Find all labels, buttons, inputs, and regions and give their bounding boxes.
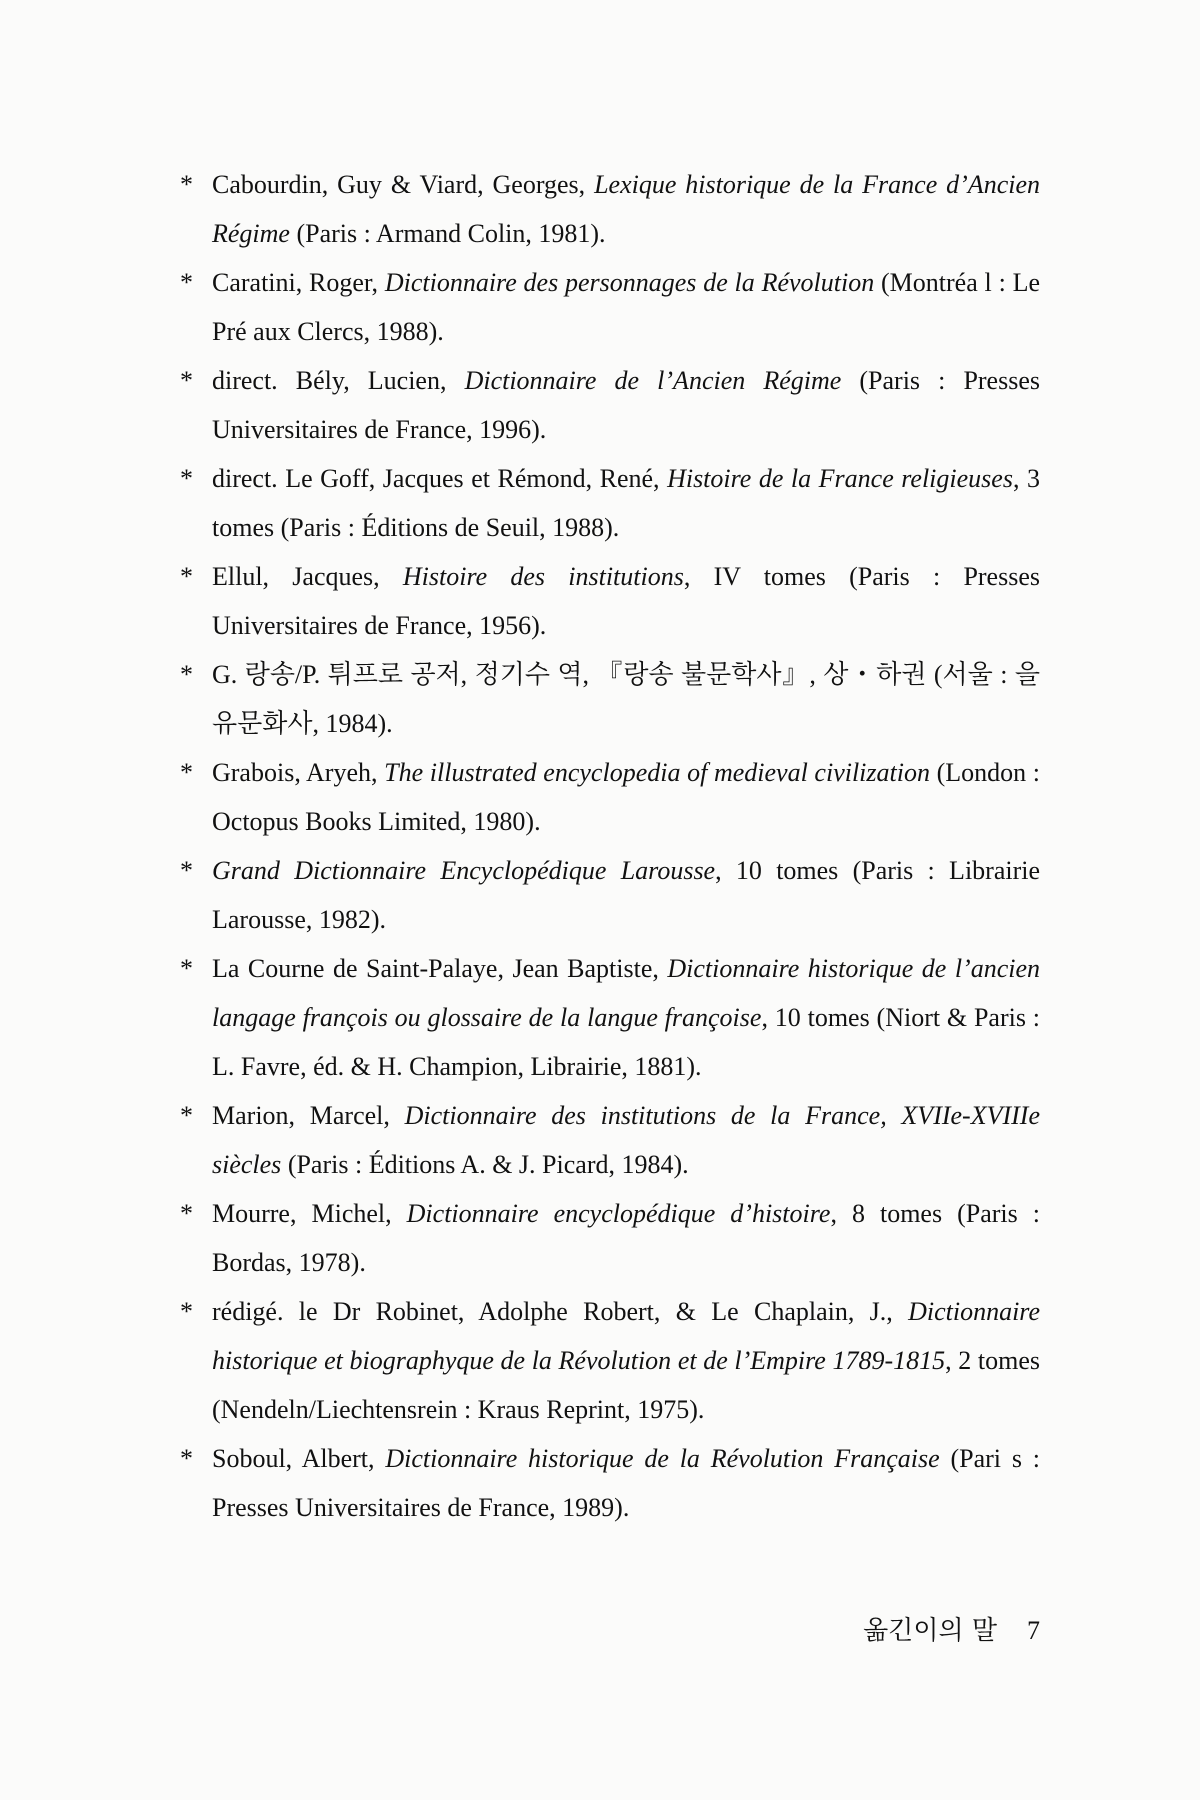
entry-publication: (Montréa l : Le Pré aux Clercs, 1988).: [212, 268, 1041, 346]
entry-publication: (Pari s : Presses Universitaires de France, 1989).: [212, 1444, 1041, 1522]
entry-publication: (Paris : Armand Colin, 1981).: [289, 219, 606, 248]
entry-bullet: *: [180, 954, 193, 983]
entry-authors: Soboul, Albert,: [212, 1444, 386, 1473]
entry-publication: , 3 tomes (Paris : Éditions de Seuil, 1988).: [212, 464, 1040, 542]
entry-title: Dictionnaire encyclopédique d’histoire: [406, 1199, 831, 1228]
entry-authors: G. 랑송/P. 튀프로 공저, 정기수 역, 『랑송 불문학사』, 상・하권 (서울 : 을유문화사, 1984).: [212, 660, 1040, 738]
entry-authors: direct. Bély, Lucien,: [212, 366, 465, 395]
entry-publication: , 10 tomes (Niort & Paris : L. Favre, éd. & H. Champion, Librairie, 1881).: [212, 1003, 1041, 1081]
entry-bullet: *: [180, 366, 193, 395]
entry-bullet: *: [180, 268, 193, 297]
entry-title: Lexique historique de la France d’Ancien Régime: [212, 170, 1040, 248]
entry-authors: Grabois, Aryeh,: [212, 758, 385, 787]
bibliography-entry: [180, 454, 1040, 552]
entry-authors: Mourre, Michel,: [212, 1199, 407, 1228]
entry-authors: Marion, Marcel,: [212, 1101, 405, 1130]
page-number: 7: [1027, 1616, 1040, 1645]
entry-bullet: *: [180, 1444, 193, 1473]
bibliography-entry: [180, 846, 1040, 944]
entry-title: Dictionnaire des institutions de la France, XVIIe-XVIIIe siècles: [212, 1101, 1040, 1179]
entry-bullet: *: [180, 1199, 193, 1228]
entry-title: Dictionnaire de l’Ancien Régime: [464, 366, 842, 395]
bibliography-entry: [180, 1091, 1040, 1189]
entry-bullet: *: [180, 856, 193, 885]
bibliography-entry: [180, 944, 1040, 1091]
entry-authors: Ellul, Jacques,: [212, 562, 403, 591]
entry-title: Histoire de la France religieuses: [667, 464, 1013, 493]
entry-title: Histoire des institutions: [402, 562, 684, 591]
entry-title: Dictionnaire des personnages de la Révolution: [384, 268, 875, 297]
page-footer: [863, 1610, 1040, 1647]
bibliography-list: [180, 160, 1040, 1532]
entry-authors: direct. Le Goff, Jacques et Rémond, René,: [212, 464, 668, 493]
entry-publication: , IV tomes (Paris : Presses Universitaires de France, 1956).: [212, 562, 1040, 640]
bibliography-entry: [180, 160, 1040, 258]
bibliography-entry: [180, 552, 1040, 650]
entry-bullet: *: [180, 170, 193, 199]
bibliography-entry: [180, 650, 1040, 748]
entry-publication: , 10 tomes (Paris : Librairie Larousse, 1982).: [212, 856, 1041, 934]
entry-publication: (Paris : Presses Universitaires de France, 1996).: [212, 366, 1040, 444]
entry-bullet: *: [180, 464, 193, 493]
running-footer-title: 옮긴이의 말: [863, 1616, 997, 1646]
entry-title: Grand Dictionnaire Encyclopédique Larousse: [212, 856, 716, 885]
bibliography-entry: [180, 1189, 1040, 1287]
entry-title: Dictionnaire historique de l’ancien langage françois ou glossaire de la langue françoise: [212, 954, 1040, 1032]
entry-bullet: *: [180, 562, 193, 591]
bibliography-entry: [180, 748, 1040, 846]
entry-publication: , 8 tomes (Paris : Bordas, 1978).: [212, 1199, 1040, 1277]
entry-bullet: *: [180, 758, 193, 787]
bibliography-entry: [180, 356, 1040, 454]
entry-authors: Caratini, Roger,: [212, 268, 385, 297]
entry-authors: La Courne de Saint-Palaye, Jean Baptiste,: [212, 954, 668, 983]
bibliography-entry: [180, 258, 1040, 356]
bibliography-entry: [180, 1287, 1040, 1434]
entry-bullet: *: [180, 1297, 193, 1326]
entry-title: Dictionnaire historique de la Révolution Française: [385, 1444, 940, 1473]
entry-title: Dictionnaire historique et biographyque de la Révolution et de l’Empire 1789-1815: [212, 1297, 1040, 1375]
entry-authors: Cabourdin, Guy & Viard, Georges,: [212, 170, 595, 199]
bibliography-entry: [180, 1434, 1040, 1532]
entry-publication: (London : Octopus Books Limited, 1980).: [212, 758, 1041, 836]
entry-authors: rédigé. le Dr Robinet, Adolphe Robert, & Le Chaplain, J.,: [212, 1297, 909, 1326]
entry-bullet: *: [180, 660, 193, 689]
entry-publication: (Paris : Éditions A. & J. Picard, 1984).: [281, 1150, 689, 1179]
entry-title: The illustrated encyclopedia of medieval civilization: [384, 758, 930, 787]
entry-bullet: *: [180, 1101, 193, 1130]
entry-publication: , 2 tomes (Nendeln/Liechtensrein : Kraus Reprint, 1975).: [212, 1346, 1040, 1424]
